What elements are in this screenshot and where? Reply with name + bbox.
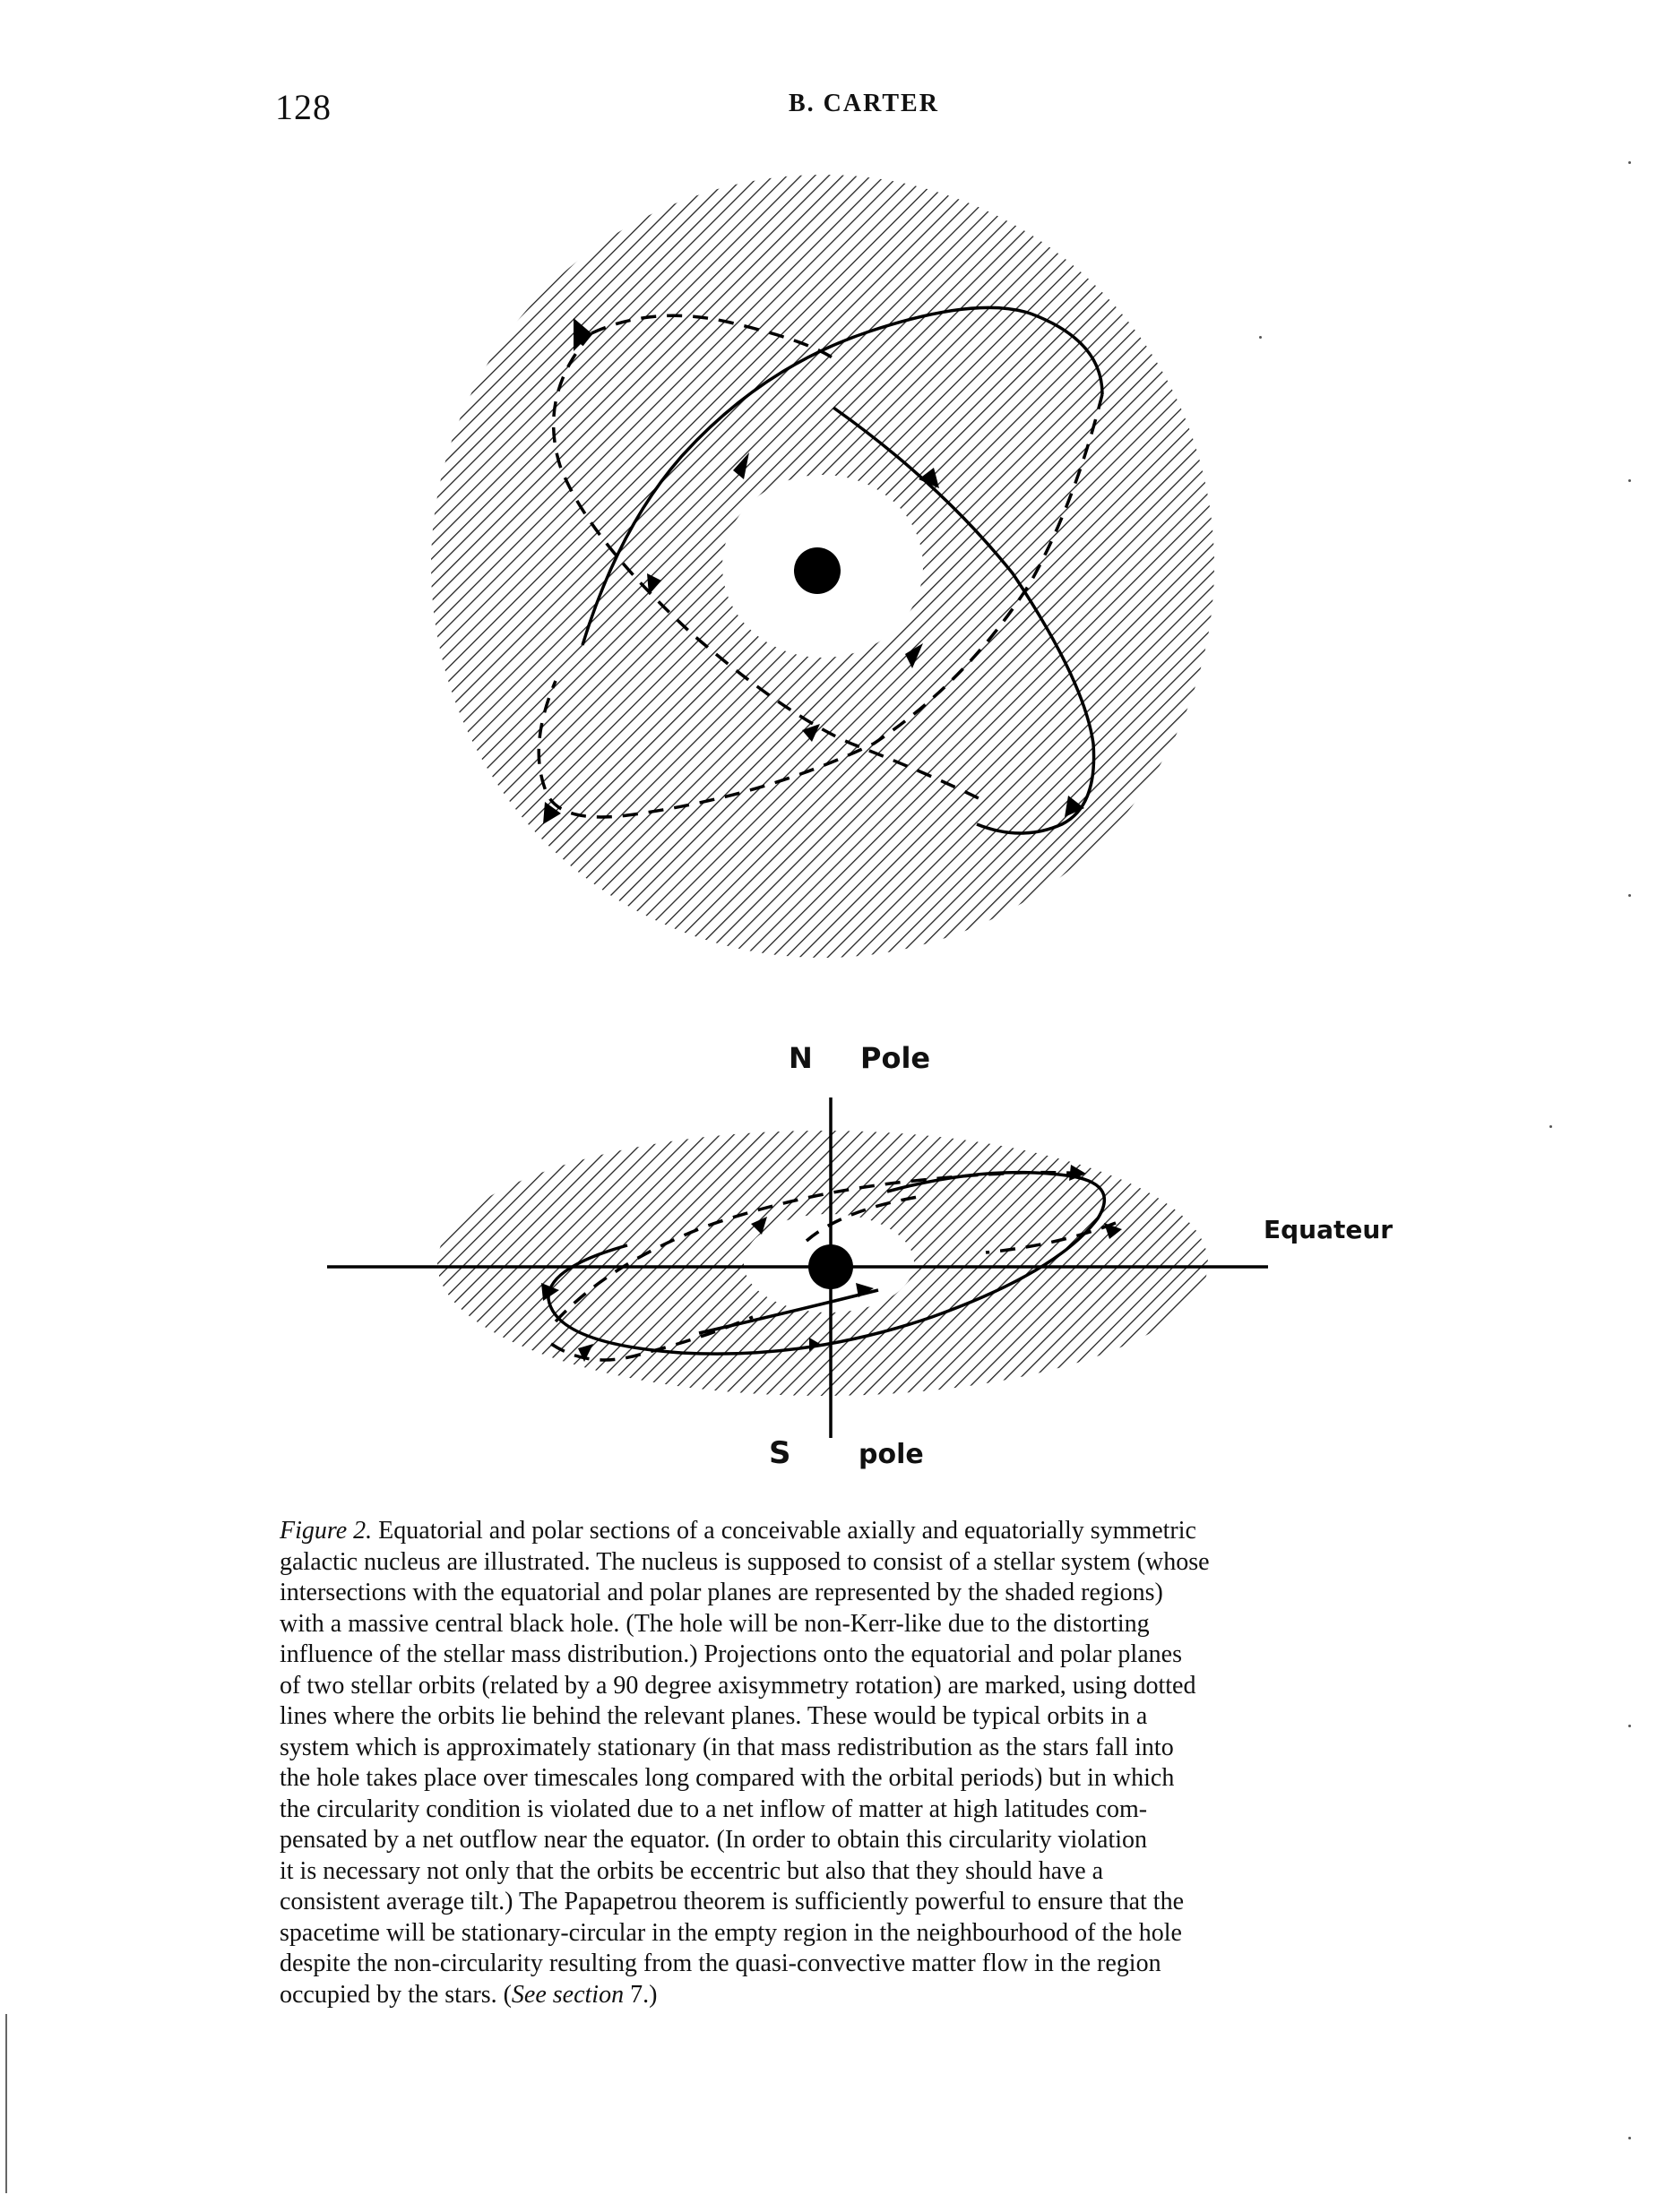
- section-reference: See section: [511, 1980, 625, 2009]
- caption-line: of two stellar orbits (related by a 90 degree axisymmetry rotation) are marked, using dotted: [280, 1671, 1196, 1700]
- figure-label: Figure 2.: [280, 1517, 373, 1545]
- polar-section: [327, 1097, 1268, 1438]
- scan-speck: [1259, 336, 1262, 339]
- equator-label: Equateur: [1264, 1215, 1394, 1244]
- caption-line: it is necessary not only that the orbits be eccentric but also that they should have a: [280, 1856, 1104, 1885]
- caption-line: with a massive central black hole. (The hole will be non-Kerr-like due to the distorting: [280, 1609, 1150, 1638]
- scan-speck: [1549, 1125, 1552, 1128]
- caption-line: spacetime will be stationary-circular in the empty region in the neighbourhood of the hole: [280, 1918, 1182, 1947]
- caption-line: intersections with the equatorial and polar planes are represented by the shaded regions): [280, 1579, 1163, 1606]
- caption-line: [280, 1980, 1463, 2011]
- scan-speck: [1628, 479, 1631, 482]
- south-pole-label: pole: [859, 1439, 924, 1470]
- caption-line: system which is approximately stationary (in that mass redistribution as the stars fall into: [280, 1733, 1174, 1761]
- scan-speck: [1628, 1725, 1631, 1727]
- caption-text: Equatorial and polar sections of a conceivable axially and equatorially symmetric: [378, 1517, 1196, 1545]
- caption-line: [280, 1516, 1463, 1547]
- south-label: S: [769, 1435, 791, 1471]
- scan-speck: [1628, 2137, 1631, 2139]
- caption-text: 7.): [624, 1980, 658, 2009]
- caption-line: galactic nucleus are illustrated. The nucleus is supposed to consist of a stellar system (whose: [280, 1547, 1210, 1576]
- scan-edge-mark: [5, 2014, 7, 2193]
- caption-line: pensated by a net outflow near the equator. (In order to obtain this circularity violation: [280, 1826, 1148, 1854]
- caption-line: the circularity condition is violated due to a net inflow of matter at high latitudes com-: [280, 1795, 1148, 1823]
- caption-line: lines where the orbits lie behind the relevant planes. These would be typical orbits in a: [280, 1702, 1148, 1730]
- caption-line: consistent average tilt.) The Papapetrou theorem is sufficiently powerful to ensure that the: [280, 1888, 1184, 1915]
- page-number: 128: [275, 87, 332, 127]
- caption-line: influence of the stellar mass distribution.) Projections onto the equatorial and polar planes: [280, 1640, 1182, 1668]
- polar-black-hole: [808, 1244, 853, 1289]
- north-pole-label: Pole: [860, 1041, 931, 1075]
- scan-speck: [1628, 894, 1631, 897]
- caption-line: despite the non-circularity resulting from the quasi-convective matter flow in the region: [280, 1949, 1161, 1977]
- running-head: B. CARTER: [789, 90, 939, 117]
- caption-text: occupied by the stars. (: [280, 1980, 512, 2009]
- equatorial-section: [431, 175, 1214, 958]
- figure-caption: [280, 1516, 1463, 2010]
- scan-speck: [1628, 161, 1631, 164]
- north-label: N: [789, 1041, 813, 1075]
- equatorial-black-hole: [794, 547, 841, 594]
- caption-line: the hole takes place over timescales long compared with the orbital periods) but in which: [280, 1764, 1175, 1792]
